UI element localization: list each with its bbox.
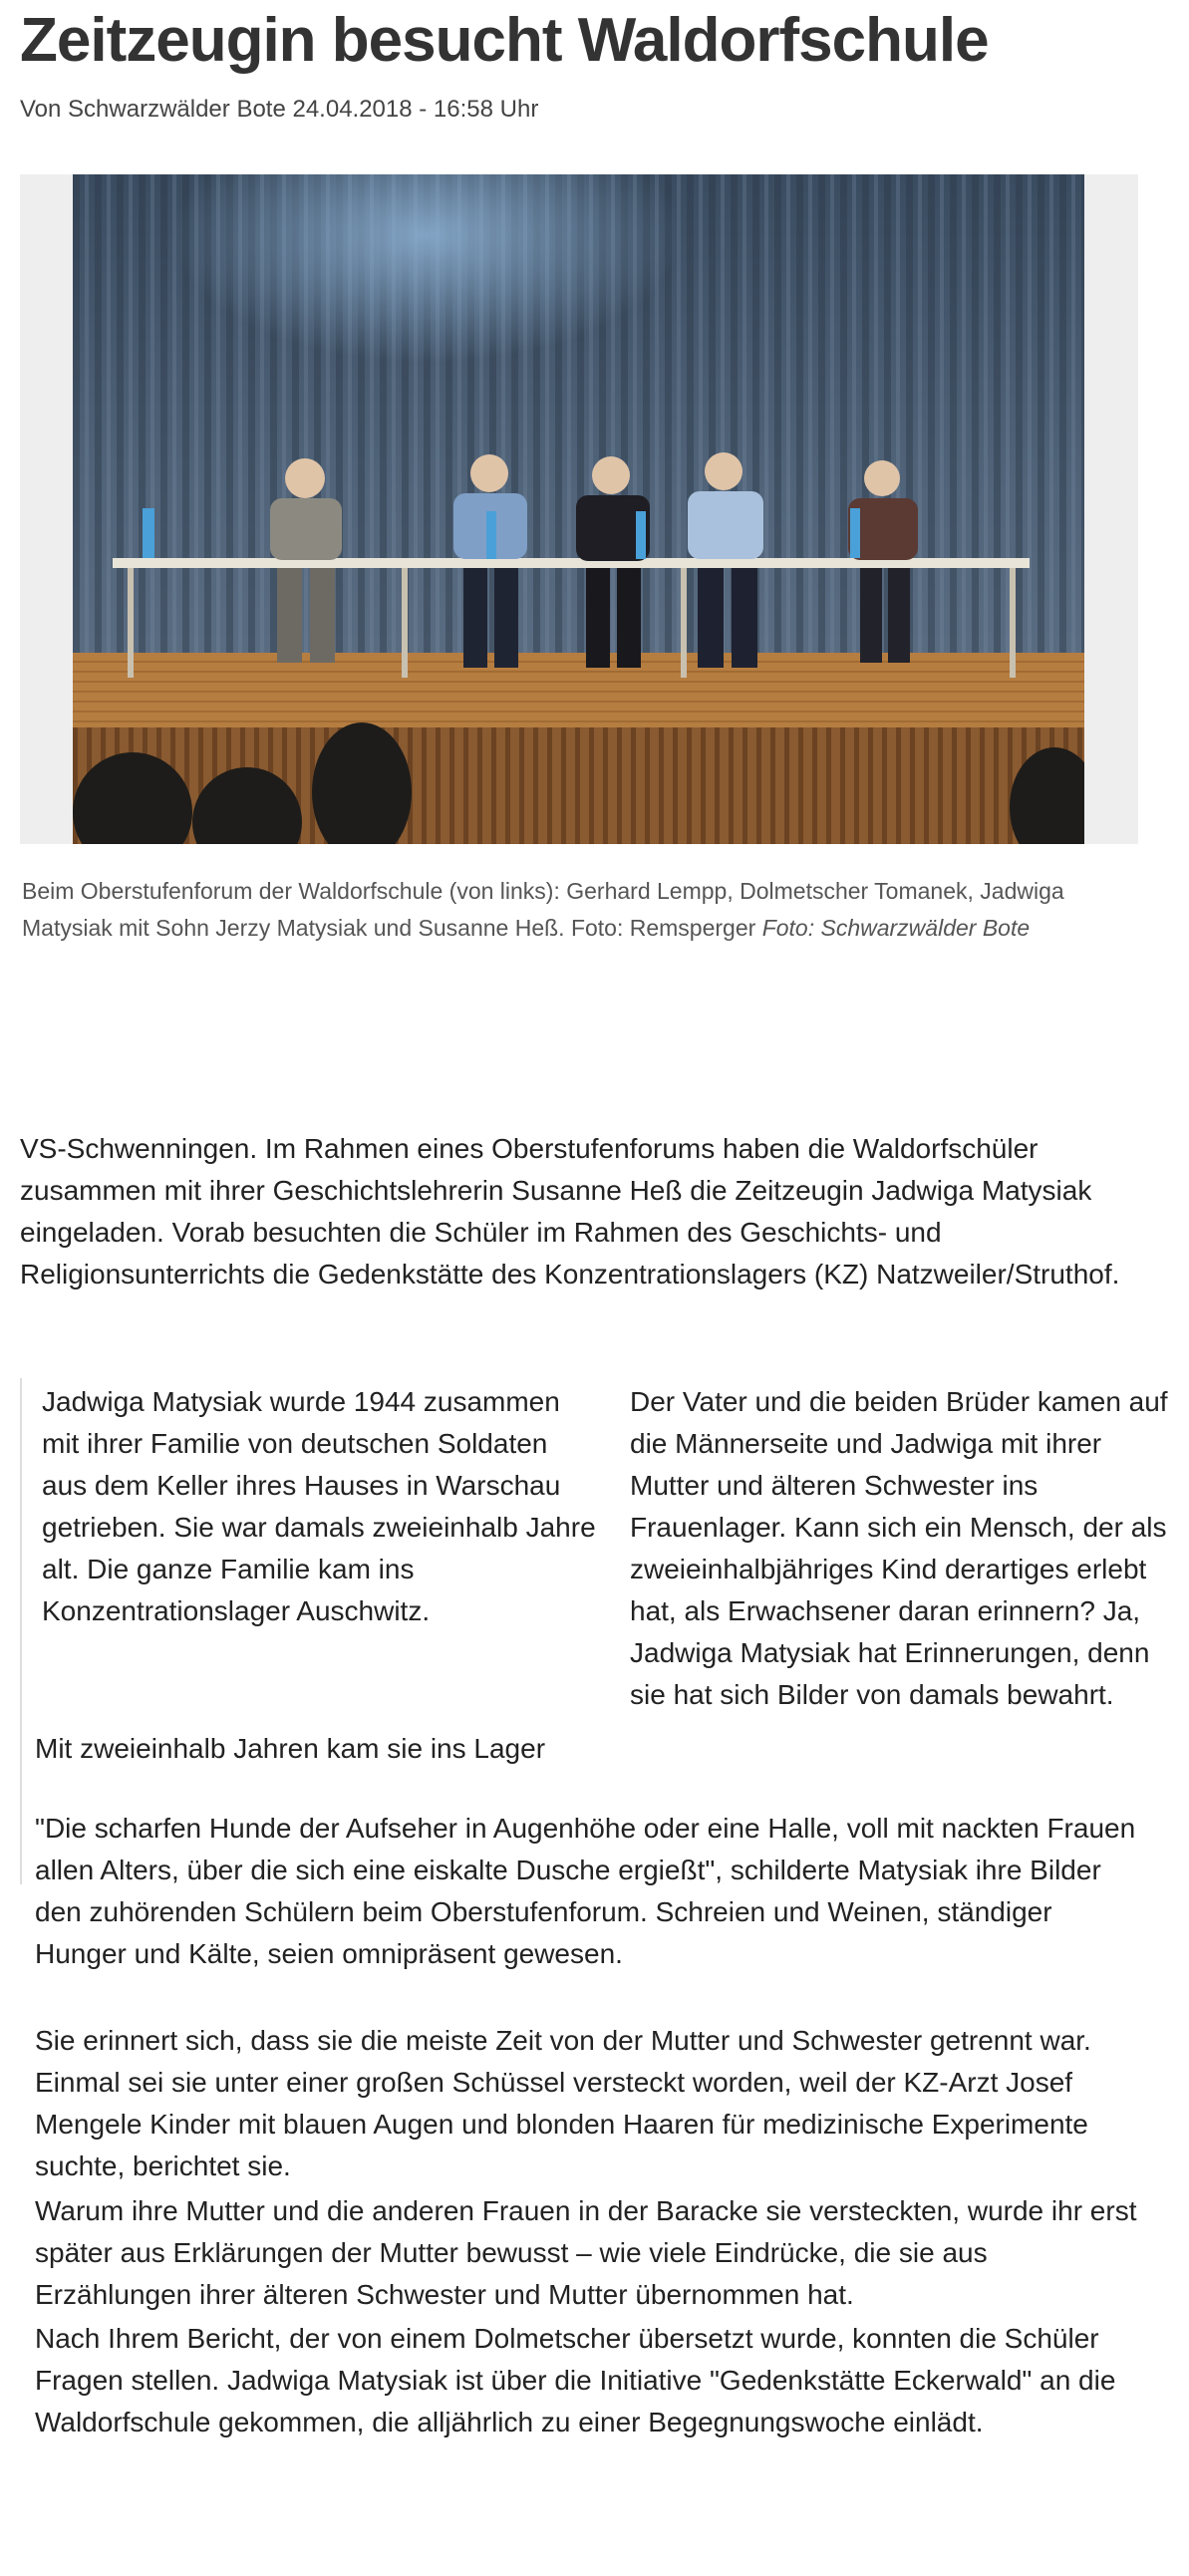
column-right-paragraph: Der Vater und die beiden Brüder kamen auf die Männerseite und Jadwiga mit ihrer Mutter und älteren Schwester ins Frauenlager. Kann sich ein Mensch, der als zweieinhalbjähriges Kind derartiges erlebt hat, als Erwachsener daran erinnern? Ja, Jadwiga Matysiak hat Erinnerungen, denn sie hat sich Bilder von damals bewahrt. xyxy=(630,1386,1168,1710)
caption-text: Beim Oberstufenforum der Waldorfschule (von links): Gerhard Lempp, Dolmetscher Tomanek, Jadwiga Matysiak mit Sohn Jerzy Matysiak und Susanne Heß. Foto: Remsperger xyxy=(22,878,1064,941)
body-paragraph: "Die scharfen Hunde der Aufseher in Augenhöhe oder eine Halle, voll mit nackten Frauen allen Alters, über die sich eine eiskalte Dusche ergießt", schilderte Matysiak ihre Bilder den zuhörenden Schülern beim Oberstufenforum. Schreien und Weinen, ständiger Hunger und Kälte, seien omnipräsent gewesen. xyxy=(35,1813,1136,1969)
article-figure xyxy=(20,174,1138,844)
lead-paragraph: VS-Schwenningen. Im Rahmen eines Oberstufenforums haben die Waldorfschüler zusammen mit ihrer Geschichtslehrerin Susanne Heß die Zeitzeugin Jadwiga Matysiak eingeladen. Vorab besuchten die Schüler im Rahmen des Geschichts- und Religionsunterrichts die Gedenkstätte des Konzentrationslagers (KZ) Natzweiler/Struthof. xyxy=(20,1133,1120,1289)
article-title: Zeitzeugin besucht Waldorfschule xyxy=(20,6,989,75)
column-left-paragraph: Jadwiga Matysiak wurde 1944 zusammen mit ihrer Familie von deutschen Soldaten aus dem Keller ihres Hauses in Warschau getrieben. Sie war damals zweieinhalb Jahre alt. Die ganze Familie kam ins Konzentrationslager Auschwitz. xyxy=(42,1386,596,1626)
figure-caption xyxy=(22,873,1118,947)
text-box-border xyxy=(20,1378,22,1884)
subheading: Mit zweieinhalb Jahren kam sie ins Lager xyxy=(35,1733,546,1764)
body-paragraph: Nach Ihrem Bericht, der von einem Dolmetscher übersetzt wurde, konnten die Schüler Fragen stellen. Jadwiga Matysiak ist über die Initiative "Gedenkstätte Eckerwald" an die Waldorfschule gekommen, die alljährlich zu einer Begegnungswoche einlädt. xyxy=(35,2323,1116,2437)
article-photo[interactable] xyxy=(73,174,1084,844)
body-paragraph: Sie erinnert sich, dass sie die meiste Zeit von der Mutter und Schwester getrennt war. Einmal sei sie unter einer großen Schüssel versteckt worden, weil der KZ-Arzt Josef Mengele Kinder mit blauen Augen und blonden Haaren für medizinische Experimente suchte, berichtet sie. xyxy=(35,2025,1091,2181)
body-paragraph: Warum ihre Mutter und die anderen Frauen in der Baracke sie versteckten, wurde ihr erst später aus Erklärungen der Mutter bewusst – wie viele Eindrücke, die sie aus Erzählungen ihrer älteren Schwester und Mutter übernommen hat. xyxy=(35,2195,1137,2310)
caption-credit: Foto: Schwarzwälder Bote xyxy=(761,915,1031,941)
article-byline: Von Schwarzwälder Bote 24.04.2018 - 16:58 Uhr xyxy=(20,96,539,123)
